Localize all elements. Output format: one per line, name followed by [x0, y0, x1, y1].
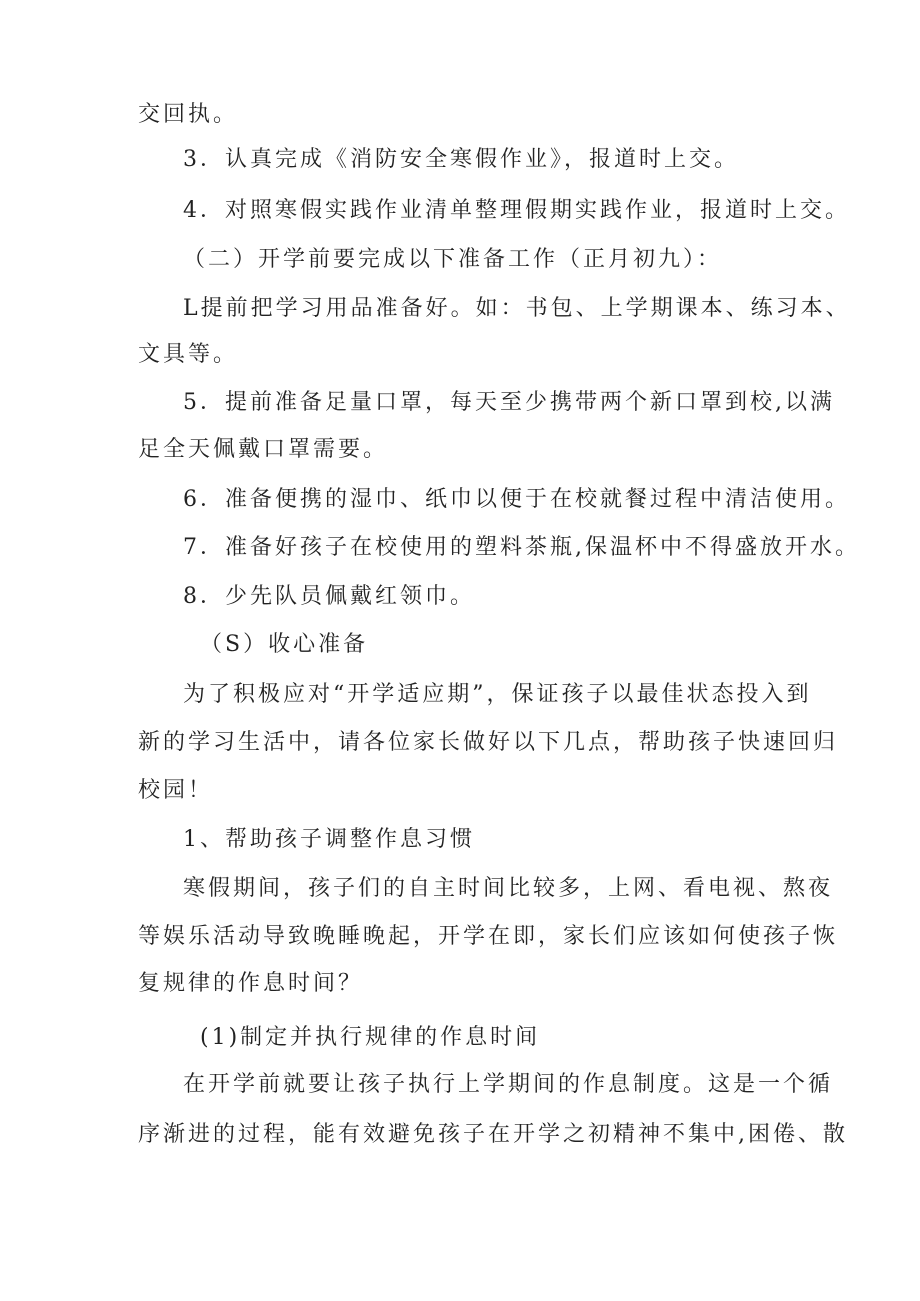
- text-line: 4．对照寒假实践作业清单整理假期实践作业，报道时上交。: [183, 198, 850, 223]
- text-line: 6．准备便携的湿巾、纸巾以便于在校就餐过程中清洁使用。: [183, 487, 850, 512]
- text-line: 文具等。: [138, 342, 239, 367]
- text-line: 复规律的作息时间？: [138, 971, 364, 996]
- text-line: 序渐进的过程，能有效避免孩子在开学之初精神不集中,困倦、散: [138, 1122, 848, 1147]
- text-line: 为了积极应对“开学适应期”，保证孩子以最佳状态投入到: [183, 682, 812, 707]
- section-heading: （二）开学前要完成以下准备工作（正月初九）：: [183, 247, 723, 272]
- text-line: 足全天佩戴口罩需要。: [138, 437, 389, 462]
- text-line: 校园！: [138, 778, 214, 803]
- text-line: 5．提前准备足量口罩，每天至少携带两个新口罩到校,以满: [183, 390, 835, 415]
- text-line: 新的学习生活中，请各位家长做好以下几点，帮助孩子快速回归: [138, 730, 839, 755]
- text-line: L提前把学习用品准备好。如：书包、上学期课本、练习本、: [183, 296, 851, 321]
- subsection-heading: 1、帮助孩子调整作息习惯: [183, 827, 475, 852]
- text-line: 等娱乐活动导致晚睡晚起，开学在即，家长们应该如何使孩子恢: [138, 924, 839, 949]
- section-heading: （S）收心准备: [200, 632, 369, 657]
- text-line: 交回执。: [138, 102, 239, 127]
- text-line: 3．认真完成《消防安全寒假作业》，报道时上交。: [183, 147, 739, 172]
- text-line: 寒假期间，孩子们的自主时间比较多，上网、看电视、熬夜: [183, 876, 834, 901]
- subsection-heading: (1)制定并执行规律的作息时间: [200, 1025, 541, 1050]
- text-line: 7．准备好孩子在校使用的塑料茶瓶,保温杯中不得盛放开水。: [183, 535, 860, 560]
- text-line: 8．少先队员佩戴红领巾。: [183, 584, 475, 609]
- text-line: 在开学前就要让孩子执行上学期间的作息制度。这是一个循: [183, 1072, 834, 1097]
